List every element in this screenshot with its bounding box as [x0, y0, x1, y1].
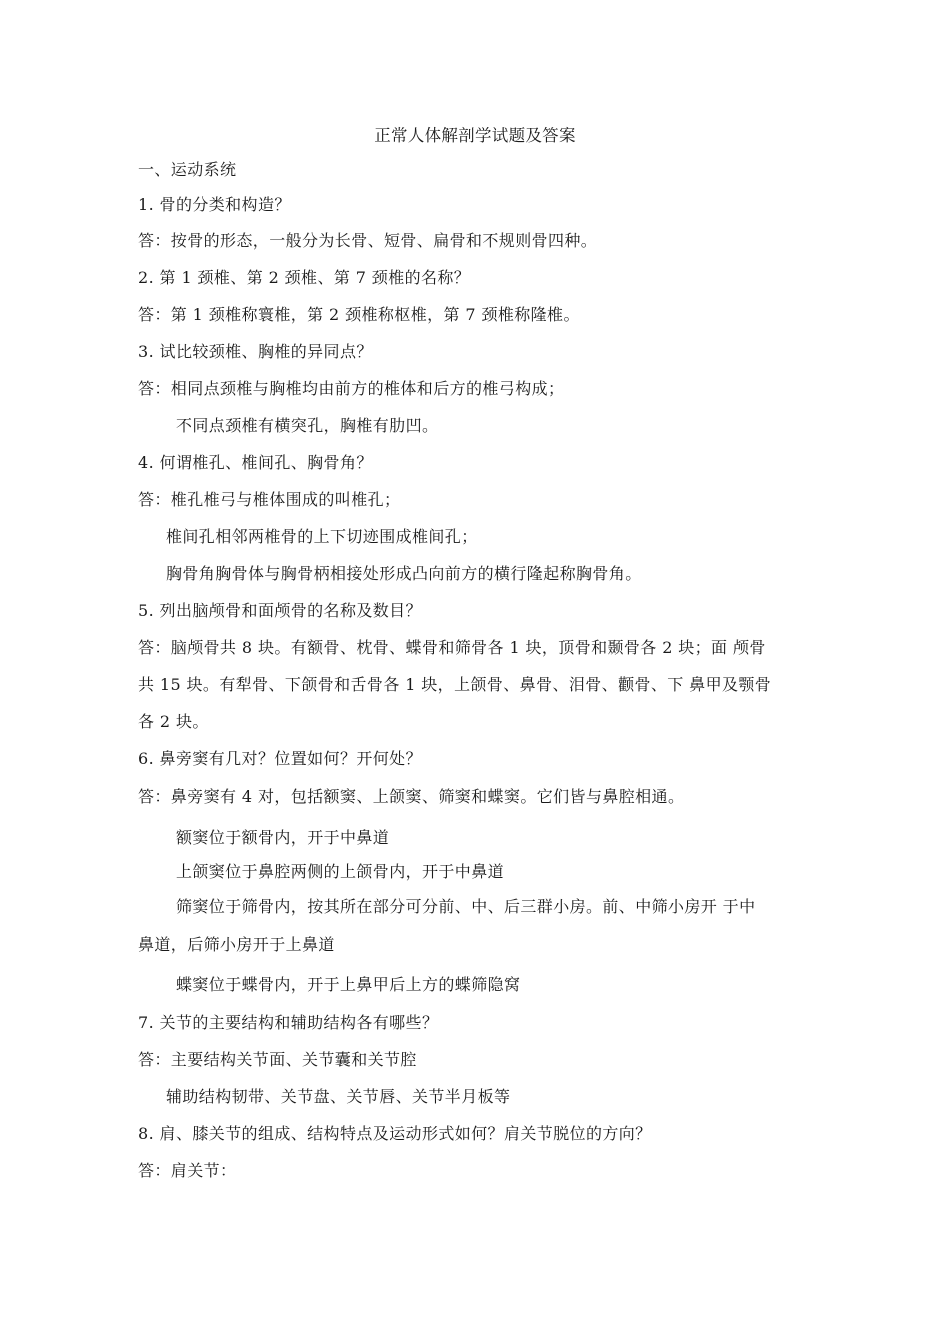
question-4: 4. 何谓椎孔、椎间孔、胸骨角？: [138, 453, 373, 472]
answer-6-line-4: 筛窦位于筛骨内，按其所在部分可分前、中、后三群小房。前、中筛小房开 于中: [176, 897, 756, 916]
answer-7-line-2: 辅助结构韧带、关节盘、关节唇、关节半月板等: [166, 1087, 511, 1106]
answer-7-line-1: 答：主要结构关节面、关节囊和关节腔: [138, 1050, 417, 1069]
question-7: 7. 关节的主要结构和辅助结构各有哪些？: [138, 1013, 439, 1032]
answer-1: 答：按骨的形态，一般分为长骨、短骨、扁骨和不规则骨四种。: [138, 231, 598, 250]
question-6: 6. 鼻旁窦有几对？位置如何？开何处？: [138, 749, 422, 768]
question-5: 5. 列出脑颅骨和面颅骨的名称及数目？: [138, 601, 422, 620]
answer-6-line-3: 上颌窦位于鼻腔两侧的上颌骨内，开于中鼻道: [176, 862, 505, 881]
question-3: 3. 试比较颈椎、胸椎的异同点？: [138, 342, 373, 361]
question-2: 2. 第 1 颈椎、第 2 颈椎、第 7 颈椎的名称？: [138, 268, 471, 287]
answer-6-line-1: 答：鼻旁窦有 4 对，包括额窦、上颌窦、筛窦和蝶窦。它们皆与鼻腔相通。: [138, 787, 685, 806]
answer-6-line-5: 鼻道，后筛小房开于上鼻道: [138, 935, 335, 954]
section-heading: 一、运动系统: [138, 160, 237, 179]
answer-6-line-6: 蝶窦位于蝶骨内，开于上鼻甲后上方的蝶筛隐窝: [176, 975, 521, 994]
answer-4-line-3: 胸骨角胸骨体与胸骨柄相接处形成凸向前方的横行隆起称胸骨角。: [166, 564, 642, 583]
answer-4-line-1: 答：椎孔椎弓与椎体围成的叫椎孔；: [138, 490, 401, 509]
answer-5-line-2: 共 15 块。有犁骨、下颌骨和舌骨各 1 块，上颌骨、鼻骨、泪骨、颧骨、下 鼻甲及颚骨: [138, 675, 772, 694]
answer-3-line-2: 不同点颈椎有横突孔，胸椎有肋凹。: [176, 416, 439, 435]
answer-6-line-2: 额窦位于额骨内，开于中鼻道: [176, 828, 390, 847]
answer-4-line-2: 椎间孔相邻两椎骨的上下切迹围成椎间孔；: [166, 527, 478, 546]
question-8: 8. 肩、膝关节的组成、结构特点及运动形式如何？肩关节脱位的方向？: [138, 1124, 652, 1143]
document-title: 正常人体解剖学试题及答案: [374, 126, 576, 145]
answer-2: 答：第 1 颈椎称寰椎，第 2 颈椎称枢椎，第 7 颈椎称隆椎。: [138, 305, 580, 324]
question-1: 1. 骨的分类和构造？: [138, 195, 291, 214]
answer-3-line-1: 答：相同点颈椎与胸椎均由前方的椎体和后方的椎弓构成；: [138, 379, 565, 398]
answer-5-line-1: 答：脑颅骨共 8 块。有额骨、枕骨、蝶骨和筛骨各 1 块，顶骨和颞骨各 2 块；面 颅骨: [138, 638, 766, 657]
answer-8-line-1: 答：肩关节：: [138, 1161, 237, 1180]
answer-5-line-3: 各 2 块。: [138, 712, 209, 731]
